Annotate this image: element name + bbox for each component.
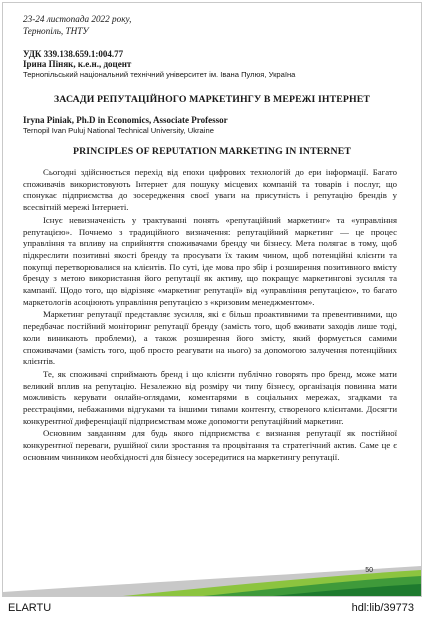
- conference-date: 23-24 листопада 2022 року,: [23, 14, 132, 24]
- paragraph: Основним завданням для будь якого підприємства є визнання репутації як постійної конкурентної переваги, рушійної сили зростання та процвітання та стратегічний актив. Саме це є основним чинником необхідності для бізнесу зосередитися на маркетингу репутації.: [23, 428, 397, 462]
- handle-id: hdl:lib/39773: [351, 602, 414, 614]
- page-number: 50: [365, 567, 373, 574]
- footer-swoosh-graphic: [3, 562, 421, 596]
- article-body: [23, 167, 397, 465]
- title-uk: ЗАСАДИ РЕПУТАЦІЙНОГО МАРКЕТИНГУ В МЕРЕЖІ ІНТЕРНЕТ: [54, 94, 370, 105]
- author-uk: Ірина Піняк, к.е.н., доцент: [23, 59, 132, 69]
- conference-header: [23, 14, 131, 37]
- affiliation-uk: Тернопільський національний технічний університет ім. Івана Пулюя, Україна: [23, 70, 296, 79]
- conference-location: Тернопіль, ТНТУ: [23, 25, 89, 36]
- paragraph: Те, як споживачі сприймають бренд і що клієнти публічно говорять про бренд, може мати великий вплив на репутацію. Незалежно від розміру чи типу бізнесу, організація повинна мати можливість керувати онлайн-оглядами, коментарями в соціальних мережах, згадками та реєстраціями, небажаними відгуками та іншими типами контенту, створеного клієнтами. Досягти конкурентної диференціації підприємствам може допомогти репутаційний маркетинг.: [23, 368, 397, 426]
- paragraph: Маркетинг репутації представляє зусилля, які є більш проактивними та превентивними, що передбачає постійний моніторинг репутації бренду (замість того, щоб вживати заходів лише тоді, коли виникають проблеми), а також розширення його змісту, який формується самими споживачами (замість того, щоб просто реагувати на нього) за допомогою залучення потенційних клієнтів.: [23, 309, 397, 367]
- paper-page: [2, 2, 422, 597]
- author-en: Iryna Piniak, Ph.D in Economics, Associate Professor: [23, 115, 228, 125]
- title-en: PRINCIPLES OF REPUTATION MARKETING IN INTERNET: [73, 146, 351, 157]
- paragraph: Сьогодні здійснюється перехід від епохи цифрових технологій до ери інформації. Багато споживачів використовують Інтернет для пошуку місцевих компаній та товарів і послуг, що спонукає підприємства до зосередження своєї уваги на присутність і репутацію брендів у всесвітній мережі Інтернеті.: [23, 167, 397, 213]
- repository-bar: [0, 598, 424, 620]
- paragraph: Існує невизначеність у трактуванні понять «репутаційний маркетинг» та «управління репутацією». Почнемо з традиційного визначення: репутаційний маркетинг — це процес управління та впливу на сприйняття споживачами бренду чи бізнесу. Мета полягає в тому, щоб підкреслити позитивні якості бренду та просувати їх таким чином, щоб потенційні клієнти та покупці перетворювалися на клієнтів. По суті, іде мова про збір і розширення позитивного вмісту бренду з метою використання його репутації як активу, що покращує маркетингові зусилля та кампанії. Щодо того, що відрізняє «маркетинг репутації» від «управління репутацією», то багато маркетологів асоціюють управління репутацією з «кризовим менеджментом».: [23, 214, 397, 307]
- udc-code: УДК 339.138.659.1:004.77: [23, 49, 124, 59]
- affiliation-en: Ternopil Ivan Puluj National Technical University, Ukraine: [23, 126, 214, 135]
- repository-name: ELARTU: [8, 602, 52, 614]
